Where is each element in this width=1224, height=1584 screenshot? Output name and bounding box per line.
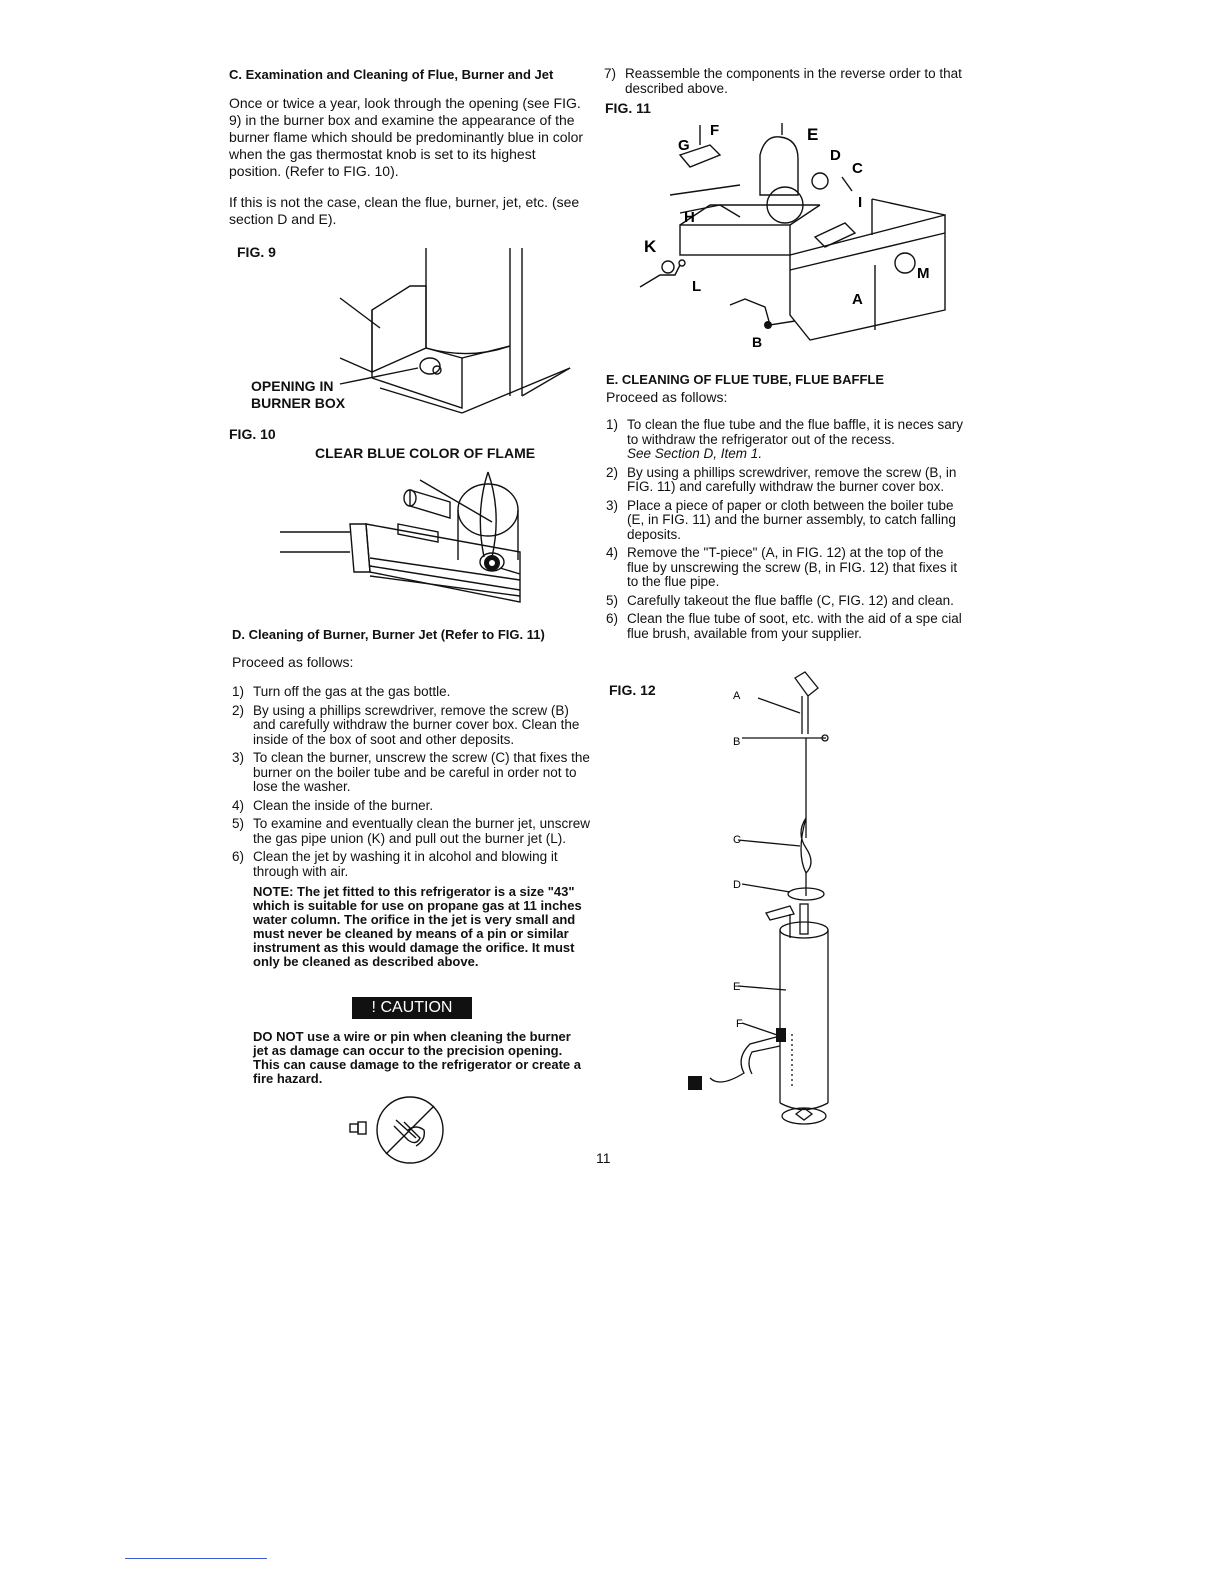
list-item: [232, 850, 592, 879]
list-item: [232, 817, 592, 846]
step-reference: See Section D, Item 1.: [627, 446, 763, 461]
section-c-heading: C. Examination and Cleaning of Flue, Burner and Jet: [229, 67, 554, 82]
list-item: [606, 499, 966, 543]
fig9-callout-line2: BURNER BOX: [251, 395, 346, 411]
list-item: [606, 418, 966, 462]
step-7: [604, 67, 964, 100]
page-number: 11: [596, 1150, 611, 1166]
fig11-letter-g: G: [678, 137, 690, 154]
fig12-letter-c: C: [733, 834, 741, 846]
fig11-letter-a: A: [852, 291, 863, 308]
list-item: [606, 466, 966, 495]
fig10-caption: CLEAR BLUE COLOR OF FLAME: [315, 445, 536, 461]
step-number: 5): [606, 592, 619, 608]
step-number: 6): [232, 849, 245, 864]
step-text: Place a piece of paper or cloth between the boiler tube (E, in FIG. 11) and the burner assembly, to catch falling deposits.: [627, 497, 956, 542]
fig11-illustration: [620, 115, 960, 355]
step-text: Carefully takeout the flue baffle (C, FIG. 12) and clean.: [627, 592, 954, 608]
section-e-intro: Proceed as follows:: [606, 389, 728, 405]
list-item: [232, 685, 592, 700]
section-d-steps: [232, 685, 592, 879]
list-item: [604, 67, 964, 96]
step-text: Remove the "T-piece" (A, in FIG. 12) at the top of the flue by unscrewing the screw (B, in FIG. 12) that fixes it to the flue pipe.: [627, 545, 958, 589]
step-number: 2): [606, 464, 619, 480]
step-number: 3): [232, 750, 245, 765]
fig12-letter-e: E: [733, 981, 741, 993]
section-d: [232, 627, 592, 969]
step-number: 3): [606, 497, 619, 513]
fig11-letter-b: B: [752, 334, 763, 350]
jet-note: NOTE: The jet fitted to this refrigerator is a size "43" which is suitable for use on propane gas at 11 inches water column. The orifice in the jet is very small and must never be cleaned by means of a pin or similar instrument as this would damage the orifice. It must only be cleaned as described above.: [253, 884, 582, 969]
fig10-label: FIG. 10: [229, 426, 276, 442]
fig11-letter-d: D: [830, 147, 841, 164]
caution-text: DO NOT use a wire or pin when cleaning the burner jet as damage can occur to the precision opening. This can cause damage to the refrigerator or create a fire hazard.: [253, 1029, 582, 1086]
step-text: By using a phillips screwdriver, remove the screw (B, in FIG. 11) and carefully withdraw the burner cover box.: [627, 464, 957, 494]
fig11-letter-e: E: [807, 125, 819, 144]
section-c: [229, 67, 589, 228]
step-7-list: [604, 67, 964, 96]
fig12-letter-f: F: [736, 1018, 743, 1030]
list-item: [606, 594, 966, 609]
list-item: [606, 546, 966, 590]
section-d-intro: Proceed as follows:: [232, 654, 354, 670]
fig11-letter-c: C: [852, 160, 863, 177]
step-number: 1): [606, 417, 619, 432]
fig11-letter-h: H: [684, 209, 695, 226]
section-e-heading: E. CLEANING OF FLUE TUBE, FLUE BAFFLE: [606, 372, 885, 387]
fig10-illustration: [270, 462, 550, 612]
fig11-letter-k: K: [644, 237, 657, 256]
fig11-letter-i: I: [858, 194, 863, 211]
section-c-para2: If this is not the case, clean the flue, burner, jet, etc. (see section D and E).: [229, 194, 580, 227]
fig12-label: FIG. 12: [609, 682, 656, 698]
fig12-letter-a: A: [733, 690, 741, 702]
step-number: 4): [232, 797, 245, 813]
step-text: Turn off the gas at the gas bottle.: [253, 684, 451, 699]
fig11-letter-f: F: [710, 122, 720, 139]
step-number: 1): [232, 684, 245, 699]
fig9-callout: [251, 378, 345, 412]
step-text: To clean the flue tube and the flue baffle, it is neces sary to withdraw the refrigerator out of the recess.: [627, 417, 963, 447]
list-item: [232, 799, 592, 814]
no-pin-icon: [346, 1094, 446, 1166]
step-text: Clean the inside of the burner.: [253, 797, 434, 813]
step-number: 4): [606, 545, 619, 560]
fig11-letter-m: M: [917, 265, 930, 282]
step-text: By using a phillips screwdriver, remove the screw (B) and carefully withdraw the burner cover box. Clean the inside of the box of soot and other deposits.: [253, 702, 580, 747]
list-item: [232, 751, 592, 795]
fig9-callout-line1: OPENING IN: [251, 378, 334, 394]
step-text: Clean the jet by washing it in alcohol and blowing it through with air.: [253, 849, 558, 879]
step-number: 5): [232, 816, 245, 831]
step-text: Clean the flue tube of soot, etc. with the aid of a spe cial flue brush, available from your supplier.: [627, 611, 962, 641]
step-number: 7): [604, 66, 617, 81]
fig11-label: FIG. 11: [605, 100, 651, 116]
step-number: 2): [232, 702, 245, 718]
fig11-letter-l: L: [692, 278, 702, 295]
fig9-label: FIG. 9: [237, 244, 276, 260]
caution-badge: ! CAUTION: [352, 997, 472, 1019]
step-text: Reassemble the components in the reverse order to that described above.: [625, 66, 962, 96]
fig12-letter-d: D: [733, 879, 741, 891]
step-text: To examine and eventually clean the burner jet, unscrew the gas pipe union (K) and pull out the burner jet (L).: [253, 816, 590, 846]
section-c-para1: Once or twice a year, look through the opening (see FIG. 9) in the burner box and examine the appearance of the burner flame which should be predominantly blue in color when the gas thermostat knob is set to its highest position. (Refer to FIG. 10).: [229, 95, 584, 179]
list-item: [606, 612, 966, 641]
list-item: [232, 704, 592, 748]
fig12-illustration: [680, 668, 880, 1138]
step-number: 6): [606, 611, 619, 626]
step-text: To clean the burner, unscrew the screw (C) that fixes the burner on the boiler tube and be careful in order not to lose the washer.: [253, 750, 590, 794]
section-e-steps: [606, 418, 966, 641]
footer-rule: [125, 1558, 267, 1559]
section-e: [606, 372, 966, 645]
fig12-letter-b: B: [733, 736, 741, 748]
section-d-heading: D. Cleaning of Burner, Burner Jet (Refer to FIG. 11): [232, 627, 545, 642]
